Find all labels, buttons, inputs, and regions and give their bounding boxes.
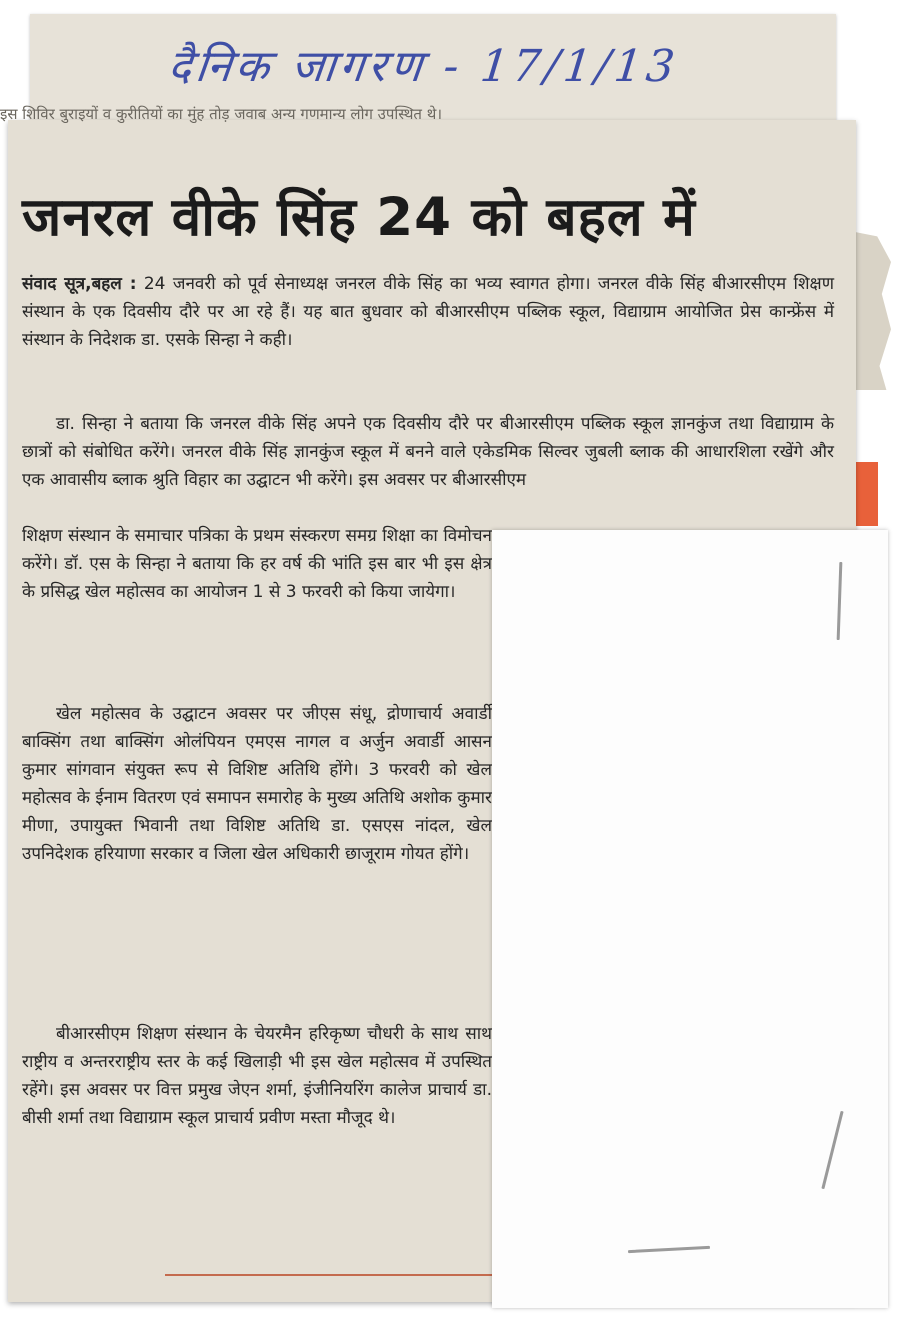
article-paragraph-5: बीआरसीएम शिक्षण संस्थान के चेयरमैन हरिकृष्ण चौधरी के साथ साथ राष्ट्रीय व अन्तरराष्ट्रीय स्तर के कई खिलाड़ी भी इस खेल महोत्सव में उपस्थित रहेंगे। इस अवसर पर वित्त प्रमुख जेएन शर्मा, इंजीनियरिंग कालेज प्राचार्य डा. बीसी शर्मा तथा विद्याग्राम स्कूल प्राचार्य प्रवीण मस्ता मौजूद थे। — [22, 1024, 492, 1128]
bottom-border-rule — [165, 1274, 495, 1276]
previous-article-text: इस शिविर बुराइयों व कुरीतियों का मुंह तोड़ जवाब अन्य गणमान्य लोग उपस्थित थे। — [0, 105, 443, 123]
handwritten-source-note: दैनिक जागरण - 17/1/13 — [165, 41, 681, 92]
article-paragraph-1 — [22, 270, 834, 354]
article-paragraph-4: खेल महोत्सव के उद्घाटन अवसर पर जीएस संधू, द्रोणाचार्य अवार्डी बाक्सिंग तथा बाक्सिंग ओलंपियन एमएस नागल व अर्जुन अवार्डी आसन कुमार सांगवान संयुक्त रूप से विशिष्ट अतिथि होंगे। 3 फरवरी को खेल महोत्सव के ईनाम वितरण एवं समापन समारोह के मुख्य अतिथि अशोक कुमार मीणा, उपायुक्त भिवानी तथा विशिष्ट अतिथि डा. एसएस नांदल, खेल उपनिदेशक हरियाणा सरकार व जिला खेल अधिकारी छाजूराम गोयत होंगे। — [22, 704, 492, 864]
dateline: संवाद सूत्र,बहल : — [22, 274, 137, 294]
blank-paper-overlay — [492, 530, 888, 1308]
article-paragraph-2: डा. सिन्हा ने बताया कि जनरल वीके सिंह अपने एक दिवसीय दौरे पर बीआरसीएम पब्लिक स्कूल ज्ञानकुंज तथा विद्याग्राम के छात्रों को संबोधित करेंगे। जनरल वीके सिंह ज्ञानकुंज स्कूल में बनने वाले एकेडमिक सिल्वर जुबली ब्लाक की आधारशिला रखेंगे और एक आवासीय ब्लाक श्रुति विहार का उद्घाटन भी करेंगे। इस अवसर पर बीआरसीएम — [22, 414, 834, 490]
article-headline: जनरल वीके सिंह 24 को बहल में — [22, 187, 696, 248]
paragraph-1-text: 24 जनवरी को पूर्व सेनाध्यक्ष जनरल वीके सिंह का भव्य स्वागत होगा। जनरल वीके सिंह बीआरसीएम शिक्षण संस्थान के एक दिवसीय दौरे पर आ रहे हैं। यह बात बुधवार को बीआरसीएम पब्लिक स्कूल, विद्याग्राम आयोजित प्रेस कान्फ्रेंस में संस्थान के निदेशक डा. एसके सिन्हा ने कही। — [22, 274, 835, 350]
article-paragraph-3: शिक्षण संस्थान के समाचार पत्रिका के प्रथम संस्करण समग्र शिक्षा का विमोचन करेंगे। डॉ. एस के सिन्हा ने बताया कि हर वर्ष की भांति इस बार भी इस क्षेत्र के प्रसिद्ध खेल महोत्सव का आयोजन 1 से 3 फरवरी को किया जायेगा। — [22, 526, 492, 602]
